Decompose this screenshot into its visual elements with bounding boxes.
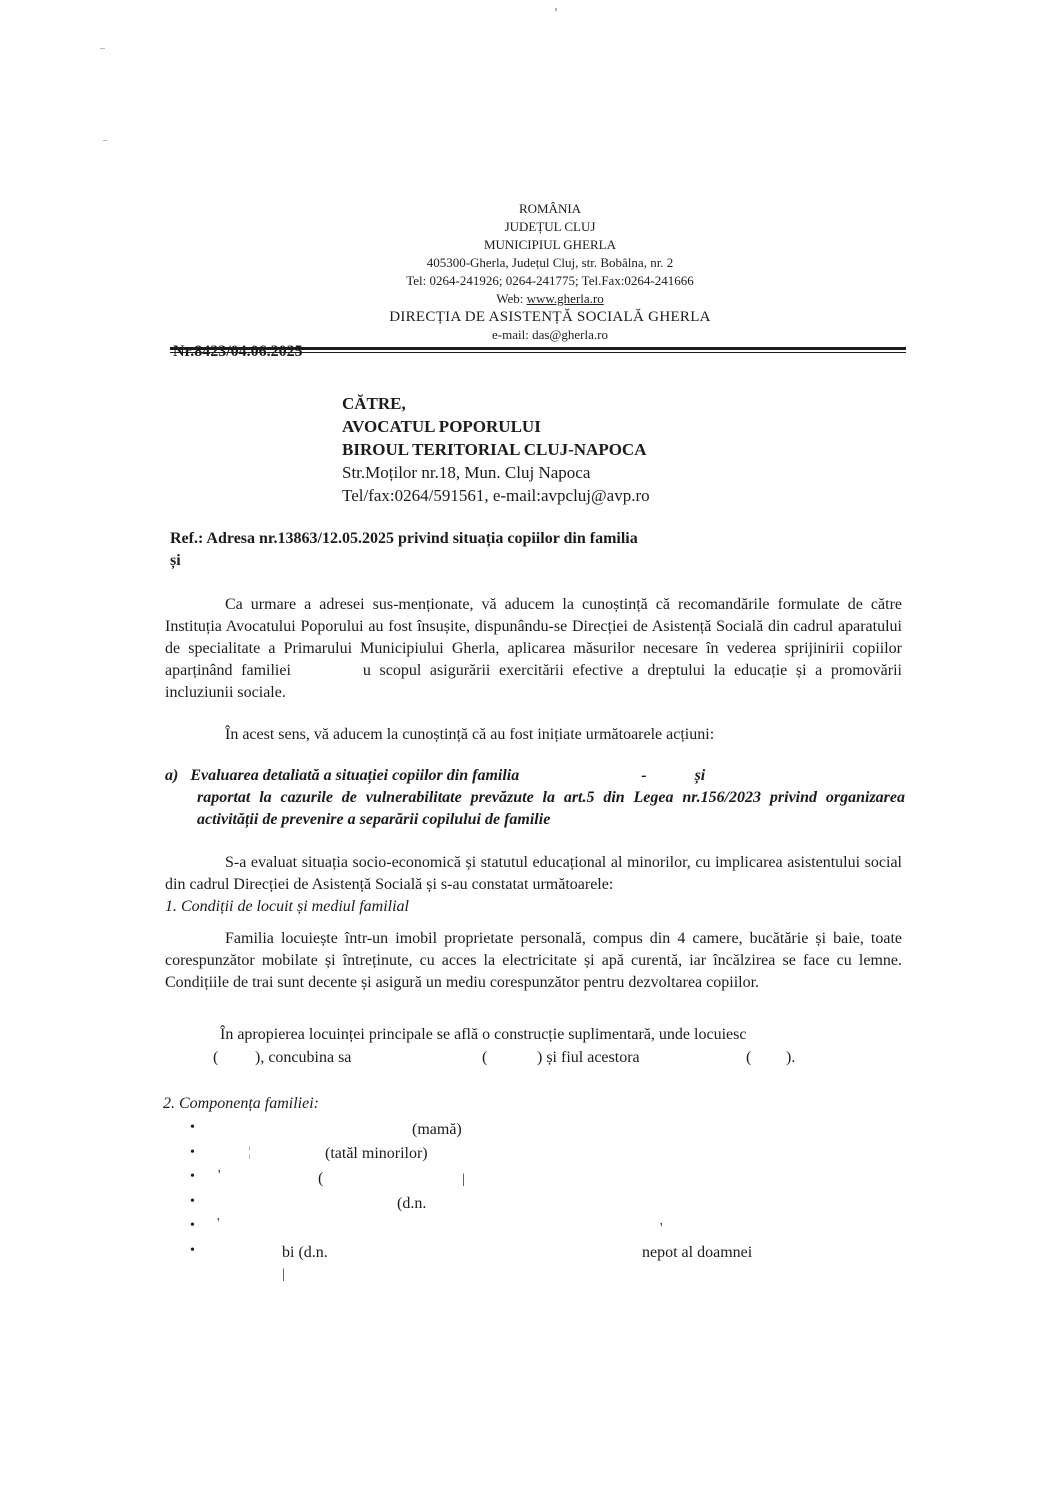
redaction-mark: |	[462, 1172, 465, 1187]
paragraph-intro	[165, 594, 902, 704]
web-line	[330, 290, 770, 308]
annex-concubine: ), concubina sa	[255, 1049, 352, 1066]
section-a-dash: -	[641, 767, 647, 784]
addressee-institution: AVOCATUL POPORULUI	[342, 417, 541, 436]
family-member-father: (tatăl minorilor)	[325, 1145, 428, 1162]
section-a-heading	[165, 765, 905, 831]
paragraph-evaluation: S-a evaluat situația socio-economică și statutul educațional al minorilor, cu implicarea asistentului social din cadrul Direcției de Asistență Socială și s-au constatat următoarele:	[165, 854, 902, 893]
subheading-family: 2. Componența familiei:	[163, 1095, 319, 1112]
family-member-6: bi (d.n.	[282, 1244, 328, 1261]
reference-line	[170, 528, 910, 572]
section-a-title: Evaluarea detaliată a situației copiilor din familia	[190, 767, 520, 784]
county-line: JUDEȚUL CLUJ	[504, 219, 596, 234]
letterhead	[330, 200, 770, 344]
address-line: 405300-Gherla, Județul Cluj, str. Bobâlna, nr. 2	[426, 255, 674, 270]
paragraph-actions: În acest sens, vă aducem la cunoștință că au fost inițiate următoarele acțiuni:	[225, 726, 715, 743]
municipality-line: MUNICIPIUL GHERLA	[483, 237, 617, 252]
paragraph-annex-line1: În apropierea locuinței principale se află o construcție suplimentară, unde locuiesc	[220, 1026, 747, 1043]
email-line	[330, 326, 770, 344]
scan-speck	[555, 8, 557, 11]
bullet-icon: •	[190, 1218, 195, 1233]
email-label: e-mail:	[492, 327, 533, 342]
redaction-mark: '	[218, 1168, 221, 1183]
scan-speck	[100, 48, 105, 49]
reference-text: Ref.: Adresa nr.13863/12.05.2025 privind situația copiilor din familia	[170, 530, 638, 547]
addressee-block	[342, 392, 650, 507]
scan-speck	[103, 140, 107, 141]
registration-number: Nr.8423/04.06.2025	[173, 343, 303, 360]
redaction-mark: '	[660, 1221, 663, 1236]
addressee-contact: Tel/fax:0264/591561, e-mail:avpcluj@avp.ro	[342, 486, 650, 505]
section-a-line1	[165, 765, 905, 787]
family-member-mother: (mamă)	[412, 1121, 462, 1138]
annex-son: ) și fiul acestora	[537, 1049, 640, 1066]
addressee-street: Str.Moților nr.18, Mun. Cluj Napoca	[342, 463, 591, 482]
reference-text-2: și	[170, 552, 181, 569]
bullet-icon: •	[190, 1243, 195, 1258]
bullet-icon: •	[190, 1194, 195, 1209]
web-link[interactable]: www.gherla.ro	[526, 291, 604, 306]
paragraph-housing: Familia locuiește într-un imobil proprietate personală, compus din 4 camere, bucătărie și baie, toate corespunzător mobilate și întreținute, cu acces la electricitate și apă curentă, iar încălzirea se face cu lemne. Condițiile de trai sunt decente și asigură un mediu corespunzător pentru dezvoltarea copiilor.	[165, 930, 902, 991]
addressee-office: BIROUL TERITORIAL CLUJ-NAPOCA	[342, 440, 647, 459]
bullet-icon: •	[190, 1120, 195, 1135]
annex-paren-open-3: (	[746, 1049, 752, 1066]
paragraph-intro-text: Ca urmare a adresei sus-menționate, vă aducem la cunoștință că recomandările formulate de către Instituția Avocatului Poporului au fost însușite, dispunându-se Direcției de Asistență Socială din cadrul aparatului de specialitate a Primarului Municipiului Gherla, aplicarea măsurilor necesare în vederea sprijinirii copiilor aparținând familiei	[165, 596, 902, 679]
annex-paren-open-2: (	[482, 1049, 488, 1066]
addressee-to: CĂTRE,	[342, 394, 406, 413]
redaction-mark: |	[282, 1267, 285, 1282]
subheading-housing: 1. Condiții de locuit și mediul familial	[165, 898, 409, 915]
redaction-mark: '	[217, 1216, 220, 1231]
web-label: Web:	[496, 291, 527, 306]
phone-line: Tel: 0264-241926; 0264-241775; Tel.Fax:0264-241666	[406, 273, 694, 288]
email-link[interactable]: das@gherla.ro	[532, 327, 608, 342]
bullet-icon: •	[190, 1169, 195, 1184]
annex-paren-open-1: (	[213, 1049, 219, 1066]
family-member-6-relation: nepot al doamnei	[642, 1244, 753, 1261]
redaction-mark: ¦	[248, 1145, 251, 1160]
section-a-line2: raportat la cazurile de vulnerabilitate prevăzute la art.5 din Legea nr.156/2023 privind organizarea activității de prevenire a separării copilului de familie	[197, 789, 905, 828]
country-line: ROMÂNIA	[518, 201, 582, 216]
paragraph-intro-tail: u scopul asigurării exercitării efective a dreptului la educație și a promovării incluziunii sociale.	[165, 662, 902, 701]
family-member-3: (	[318, 1170, 324, 1187]
family-member-4: (d.n.	[397, 1195, 427, 1212]
section-a-label: a)	[165, 767, 179, 784]
department-line: DIRECȚIA DE ASISTENȚĂ SOCIALĂ GHERLA	[389, 309, 711, 325]
bullet-icon: •	[190, 1145, 195, 1160]
annex-close: ).	[786, 1049, 796, 1066]
section-a-si: și	[694, 767, 706, 784]
